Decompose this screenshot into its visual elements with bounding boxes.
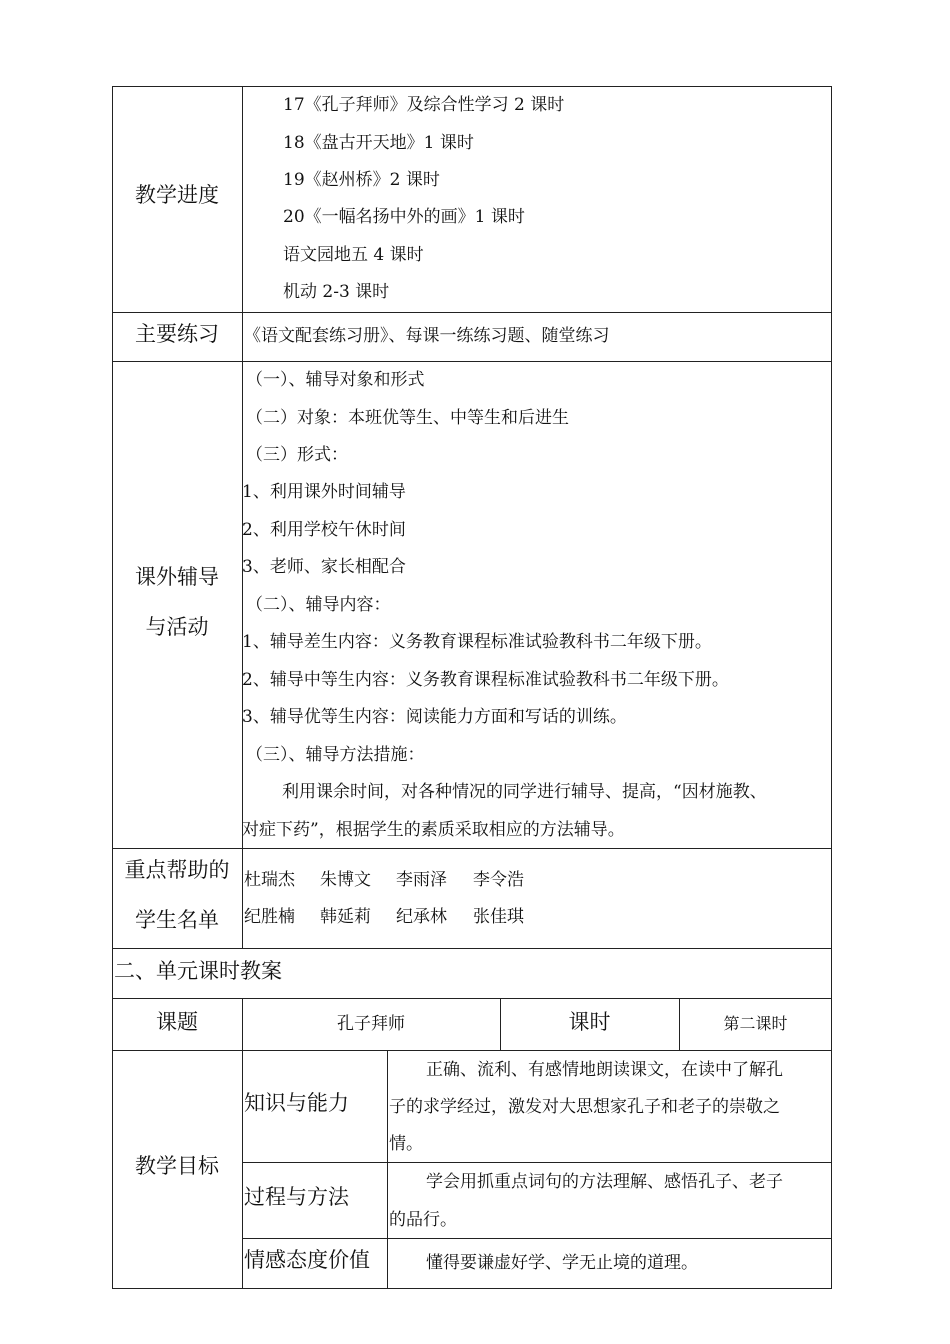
objective-name-process: 过程与方法	[244, 1185, 349, 1209]
progress-item: 20《一幅名扬中外的画》1 课时	[283, 207, 525, 227]
objective-text: 子的求学经过，激发对大思想家孔子和老子的崇敬之	[389, 1097, 780, 1117]
row-divider	[387, 1162, 832, 1163]
objective-name-emotion: 情感态度价值	[244, 1248, 370, 1272]
progress-item: 语文园地五 4 课时	[283, 245, 424, 265]
tutoring-line: 2、辅导中等生内容：义务教育课程标准试验教科书二年级下册。	[242, 670, 729, 690]
tutoring-line: 2、利用学校午休时间	[242, 520, 406, 540]
tutoring-line: 1、利用课外时间辅导	[242, 482, 406, 502]
student-name: 杜瑞杰	[244, 870, 295, 890]
objective-text: 懂得要谦虚好学、学无止境的道理。	[426, 1253, 698, 1273]
objective-text: 学会用抓重点词句的方法理解、感悟孔子、老子	[426, 1172, 783, 1192]
student-name: 韩延莉	[320, 907, 371, 927]
row-divider	[112, 848, 832, 849]
tutoring-line: （二）、辅导内容：	[246, 595, 391, 615]
row-divider	[112, 312, 832, 313]
student-name: 李令浩	[473, 870, 524, 890]
student-name: 张佳琪	[473, 907, 524, 927]
row-divider	[242, 1162, 387, 1163]
tutoring-line: （三）形式：	[246, 445, 348, 465]
student-name: 李雨泽	[396, 870, 447, 890]
tutoring-line: 利用课余时间，对各种情况的同学进行辅导、提高，“因材施教、	[282, 782, 767, 802]
tutoring-label-line2: 与活动	[145, 615, 209, 639]
column-divider	[242, 86, 243, 948]
row-divider	[387, 1238, 832, 1239]
exercises-content: 《语文配套练习册》、每课一练练习题、随堂练习	[244, 326, 610, 346]
progress-item: 19《赵州桥》2 课时	[283, 170, 440, 190]
student-name: 朱博文	[320, 870, 371, 890]
progress-item: 18《盘古开天地》1 课时	[283, 133, 474, 153]
objective-name-knowledge: 知识与能力	[244, 1091, 349, 1115]
period-value: 第二课时	[723, 1014, 788, 1033]
tutoring-label-line1: 课外辅导	[135, 565, 219, 589]
topic-label: 课题	[156, 1010, 198, 1034]
period-label: 课时	[568, 1010, 611, 1034]
progress-label: 教学进度	[135, 183, 219, 207]
tutoring-line: 对症下药”，根据学生的素质采取相应的方法辅导。	[242, 820, 625, 840]
tutoring-line: （二）对象：本班优等生、中等生和后进生	[246, 408, 569, 428]
progress-item: 17《孔子拜师》及综合性学习 2 课时	[283, 95, 565, 115]
section-title: 二、单元课时教案	[114, 959, 282, 983]
tutoring-line: （一）、辅导对象和形式	[246, 370, 425, 390]
tutoring-line: 3、辅导优等生内容：阅读能力方面和写话的训练。	[242, 707, 627, 727]
objective-text: 的品行。	[389, 1210, 457, 1230]
focus-students-label-line1: 重点帮助的	[124, 858, 230, 882]
topic-value: 孔子拜师	[337, 1014, 405, 1034]
column-divider	[242, 998, 243, 1289]
row-divider	[112, 948, 832, 949]
objective-text: 正确、流利、有感情地朗读课文，在读中了解孔	[426, 1060, 783, 1080]
objective-text: 情。	[389, 1134, 423, 1154]
tutoring-line: （三）、辅导方法措施：	[246, 745, 425, 765]
student-name: 纪胜楠	[244, 907, 295, 927]
focus-students-label-line2: 学生名单	[135, 908, 219, 932]
tutoring-line: 1、辅导差生内容：义务教育课程标准试验教科书二年级下册。	[242, 632, 712, 652]
row-divider	[112, 361, 832, 362]
column-divider	[387, 1050, 388, 1289]
objectives-label: 教学目标	[135, 1154, 219, 1178]
exercises-label: 主要练习	[135, 322, 219, 346]
tutoring-line: 3、老师、家长相配合	[242, 557, 406, 577]
student-name: 纪承林	[396, 907, 447, 927]
progress-item: 机动 2-3 课时	[283, 282, 390, 302]
row-divider	[242, 1238, 387, 1239]
row-divider	[112, 998, 832, 999]
row-divider	[112, 1050, 832, 1051]
